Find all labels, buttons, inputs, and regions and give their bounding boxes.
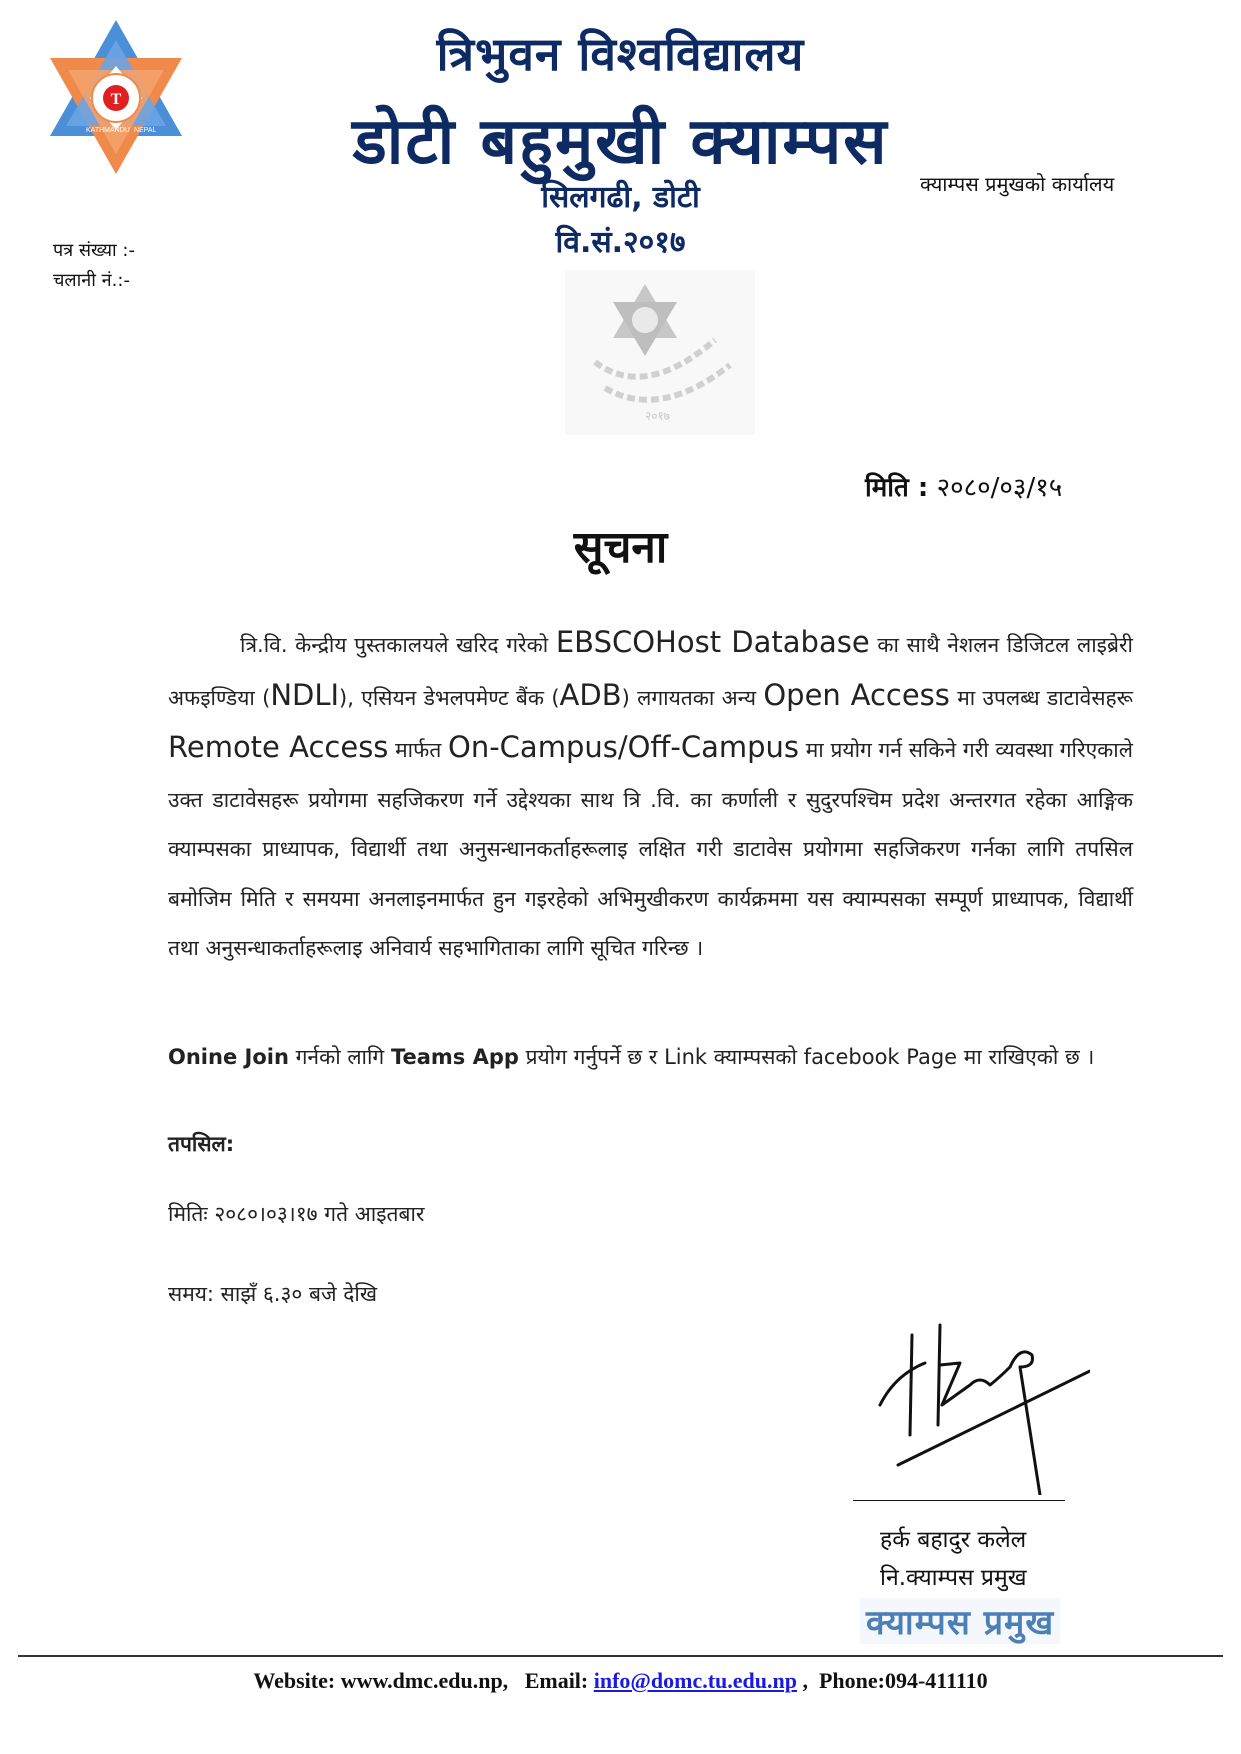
footer-divider xyxy=(18,1655,1223,1657)
logo-text-nepal: NEPAL xyxy=(134,127,157,134)
logo-monogram: T xyxy=(110,91,122,108)
phone: 094-411110 xyxy=(884,1668,988,1693)
separator: , xyxy=(802,1668,808,1693)
campus-seal xyxy=(565,270,755,435)
ndli: NDLI xyxy=(270,677,340,712)
signature-line xyxy=(853,1500,1065,1501)
campus-location: सिलगढी, डोटी xyxy=(541,180,700,215)
campus-mode: On-Campus/Off-Campus xyxy=(448,730,800,764)
online-join-note xyxy=(168,1035,1133,1079)
email-link[interactable]: info@domc.tu.edu.np xyxy=(593,1668,797,1693)
handwritten-signature xyxy=(850,1305,1090,1495)
reference-block xyxy=(53,236,135,296)
letter-date xyxy=(865,468,1062,504)
ebsco-database: EBSCOHost Database xyxy=(555,625,870,659)
footer-contact xyxy=(0,1668,1241,1694)
teams-app: Teams App xyxy=(390,1045,519,1069)
body-text: ), एसियन डेभलपमेण्ट बैंक ( xyxy=(339,685,560,710)
body-text: मा प्रयोग गर्न सकिने गरी व्यवस्था गरिएकाले उक्त डाटावेसहरू प्रयोगमा सहजिकरण गर्ने उद्देश्यका साथ त्रि .वि. का कर्णाली र सुदुरपश्चिम प्रदेश अन्तरगत रहेका आङ्गिक क्याम्पसका प्राध्यापक, विद्यार्थी तथा अनुसन्धानकर्ताहरूलाइ लक्षित गरी डाटावेस प्रयोगमा सहजिकरण गर्नका लागि तपसिल बमोजिम मिति र समयमा अनलाइनमार्फत हुन गइरहेको अभिमुखीकरण कार्यक्रममा यस क्याम्पसका सम्पूर्ण प्राध्यापक, विद्यार्थी तथा अनुसन्धाकर्ताहरूलाइ अनिवार्य सहभागिताका लागि सूचित गरिन्छ । xyxy=(168,738,1133,960)
open-access: Open Access xyxy=(763,677,950,712)
schedule-time: समय: साझँ ६.३० बजे देखि xyxy=(168,1282,377,1306)
phone-label: Phone: xyxy=(818,1668,885,1693)
notice-body xyxy=(168,618,1133,974)
online-text: गर्नको लागि xyxy=(295,1045,385,1069)
body-text: मा उपलब्ध डाटावेसहरू xyxy=(957,685,1134,710)
campus-head-stamp: क्याम्पस प्रमुख xyxy=(860,1598,1060,1644)
notice-title: सूचना xyxy=(573,522,668,573)
university-name: त्रिभुवन विश्वविद्यालय xyxy=(436,27,805,81)
schedule-heading: तपसिल: xyxy=(168,1132,235,1156)
reference-number-label: पत्र संख्या :- xyxy=(53,240,135,261)
adb: ADB xyxy=(559,677,622,712)
seal-year: २०१७ xyxy=(645,409,670,423)
date-value: २०८०/०३/१५ xyxy=(936,473,1063,503)
campus-name: डोटी बहुमुखी क्याम्पस xyxy=(352,105,889,179)
body-text: ) लगायतका अन्य xyxy=(621,685,757,710)
online-text: प्रयोग गर्नुपर्ने छ र Link क्याम्पसको facebook Page मा राखिएको छ । xyxy=(525,1045,1095,1069)
body-text: का साथै नेशलन डिजिटल लाइब्रेरी अफइण्डिया ( xyxy=(168,633,1133,710)
website[interactable]: www.dmc.edu.np, xyxy=(340,1668,509,1693)
website-label: Website: xyxy=(253,1668,336,1693)
body-text: मार्फत xyxy=(395,738,442,762)
campus-established: वि.सं.२०१७ xyxy=(555,225,686,260)
signer-title: नि.क्याम्पस प्रमुख xyxy=(880,1565,1027,1591)
signature-icon xyxy=(850,1305,1090,1495)
email-label: Email: xyxy=(524,1668,589,1693)
schedule-date: मितिः २०८०।०३।१७ गते आइतबार xyxy=(168,1202,425,1226)
logo-text-kathmandu: KATHMANDU xyxy=(86,127,130,134)
remote-access: Remote Access xyxy=(168,730,389,764)
signer-name: हर्क बहादुर कलेल xyxy=(880,1527,1027,1553)
campus-seal-icon xyxy=(565,270,755,435)
office-label: क्याम्पस प्रमुखको कार्यालय xyxy=(920,172,1115,196)
dispatch-number-label: चलानी नं.:- xyxy=(53,270,130,291)
online-join: Onine Join xyxy=(168,1045,289,1069)
date-label: मिति : xyxy=(865,473,929,503)
body-text: त्रि.वि. केन्द्रीय पुस्तकालयले खरिद गरेको xyxy=(240,633,549,657)
